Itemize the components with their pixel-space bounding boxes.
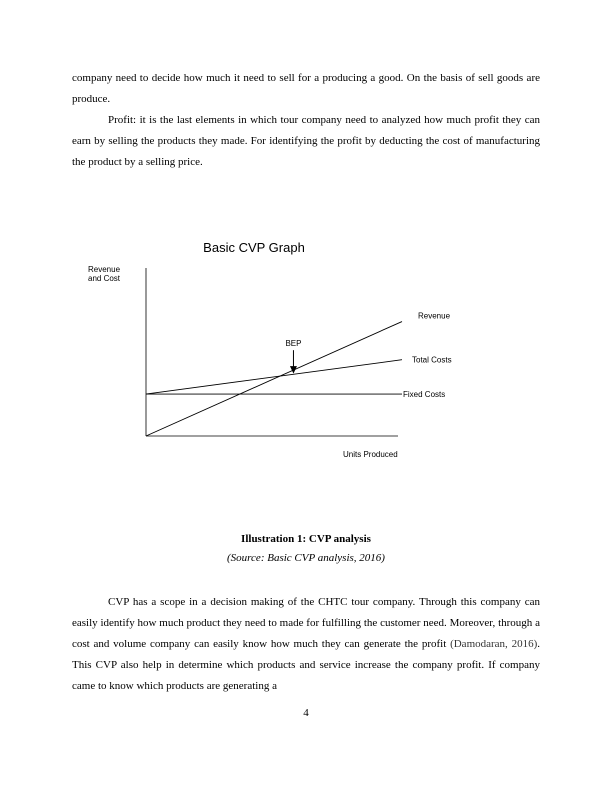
total-costs-line <box>146 360 402 394</box>
x-axis-label: Units Produced <box>343 450 398 459</box>
y-axis-label-line2: and Cost <box>88 274 121 283</box>
page-number: 4 <box>303 707 309 719</box>
bep-arrow-icon <box>290 366 297 374</box>
chart-title: Basic CVP Graph <box>203 240 305 255</box>
citation: (Damodaran, 2016) <box>450 638 538 650</box>
paragraph-text-end: . This CVP also help in determine which products and service increase the company profit. If company came to know which products are generating a <box>72 638 541 692</box>
illustration-source: (Source: Basic CVP analysis, 2016) <box>227 552 385 564</box>
y-axis-label-line1: Revenue <box>88 265 121 274</box>
fixed-costs-label: Fixed Costs <box>403 390 446 400</box>
paragraph-profit: Profit: it is the last elements in which tour company need to analyzed how much profit they can earn by selling the products they made. For identifying the profit by deducting the cost of manufacturing the product by a selling price. <box>72 114 540 168</box>
revenue-line <box>146 322 402 436</box>
paragraph-cvp-scope <box>72 592 540 697</box>
total-costs-label: Total Costs <box>412 355 452 365</box>
revenue-label: Revenue <box>418 311 451 321</box>
paragraph-text: CVP has a scope in a decision making of the CHTC tour company. Through this company can easily identify how much product they need to made for fulfilling the customer need. Moreover, through a cost and volume company can easily know how much they can generate the profit <box>72 596 540 650</box>
cvp-chart <box>72 232 472 472</box>
bep-label: BEP <box>285 339 302 349</box>
illustration-caption: Illustration 1: CVP analysis <box>241 533 371 545</box>
paragraph-continuation: company need to decide how much it need to sell for a producing a good. On the basis of sell goods are produce. <box>72 72 540 105</box>
